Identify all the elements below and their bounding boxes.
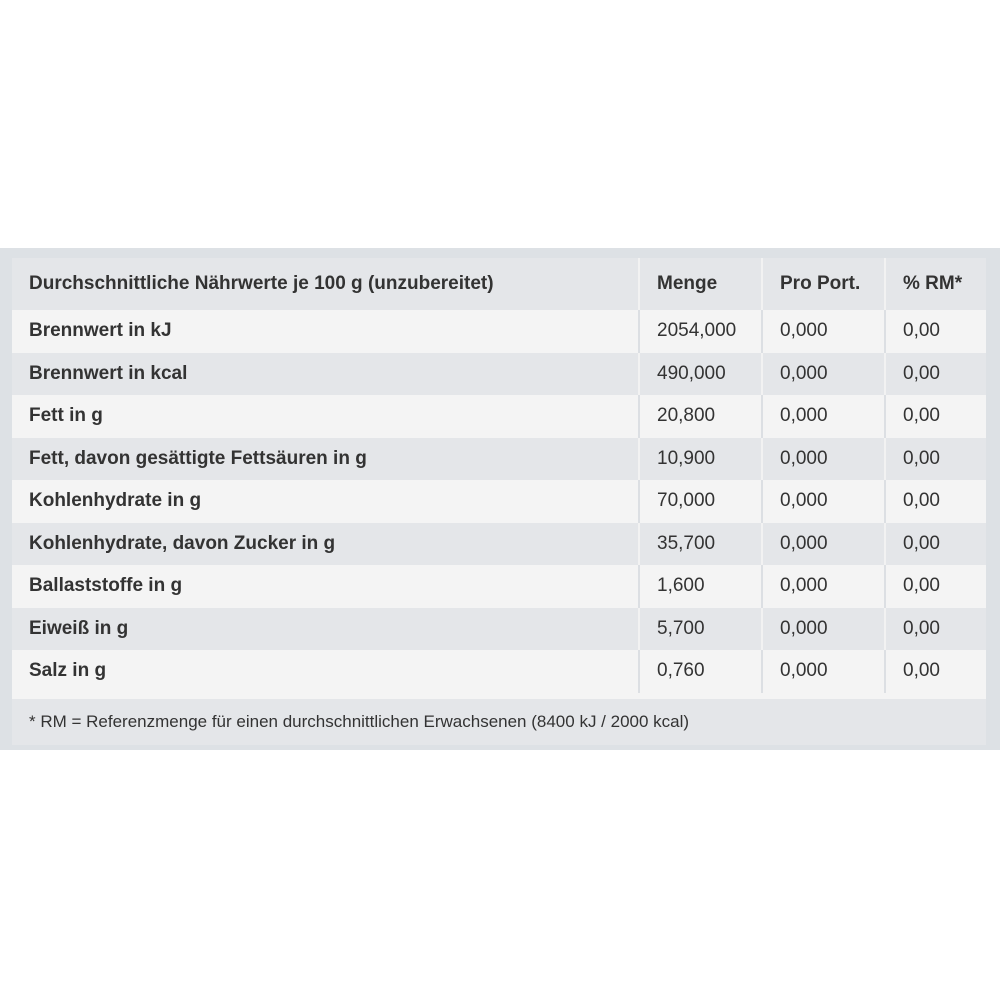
row-pro-port: 0,000 (763, 310, 886, 353)
row-pro-port: 0,000 (763, 438, 886, 481)
row-rm: 0,00 (886, 438, 986, 481)
footnote: * RM = Referenzmenge für einen durchschnittlichen Erwachsenen (8400 kJ / 2000 kcal) (12, 699, 986, 745)
row-label: Brennwert in kJ (12, 310, 640, 353)
row-label: Fett, davon gesättigte Fettsäuren in g (12, 438, 640, 481)
row-menge: 1,600 (640, 565, 763, 608)
row-menge: 35,700 (640, 523, 763, 566)
nutrition-table (12, 258, 986, 693)
row-pro-port: 0,000 (763, 353, 886, 396)
row-pro-port: 0,000 (763, 608, 886, 651)
row-rm: 0,00 (886, 650, 986, 693)
row-pro-port: 0,000 (763, 523, 886, 566)
row-menge: 20,800 (640, 395, 763, 438)
table-row (12, 608, 986, 651)
table-row (12, 395, 986, 438)
table-row (12, 650, 986, 693)
row-menge: 70,000 (640, 480, 763, 523)
table-row (12, 353, 986, 396)
row-pro-port: 0,000 (763, 480, 886, 523)
row-label: Fett in g (12, 395, 640, 438)
row-label: Brennwert in kcal (12, 353, 640, 396)
header-pro-port: Pro Port. (763, 258, 886, 310)
table-row (12, 438, 986, 481)
row-rm: 0,00 (886, 480, 986, 523)
row-rm: 0,00 (886, 310, 986, 353)
row-label: Kohlenhydrate, davon Zucker in g (12, 523, 640, 566)
row-rm: 0,00 (886, 395, 986, 438)
row-pro-port: 0,000 (763, 650, 886, 693)
row-menge: 2054,000 (640, 310, 763, 353)
row-menge: 0,760 (640, 650, 763, 693)
row-label: Ballaststoffe in g (12, 565, 640, 608)
header-rm: % RM* (886, 258, 986, 310)
table-row (12, 310, 986, 353)
table-row (12, 523, 986, 566)
row-rm: 0,00 (886, 523, 986, 566)
table-row (12, 565, 986, 608)
header-menge: Menge (640, 258, 763, 310)
row-menge: 5,700 (640, 608, 763, 651)
row-rm: 0,00 (886, 565, 986, 608)
row-label: Kohlenhydrate in g (12, 480, 640, 523)
row-rm: 0,00 (886, 353, 986, 396)
row-pro-port: 0,000 (763, 395, 886, 438)
row-label: Eiweiß in g (12, 608, 640, 651)
header-nutrient: Durchschnittliche Nährwerte je 100 g (unzubereitet) (12, 258, 640, 310)
row-rm: 0,00 (886, 608, 986, 651)
nutrition-panel (0, 248, 1000, 750)
row-menge: 10,900 (640, 438, 763, 481)
table-row (12, 480, 986, 523)
row-menge: 490,000 (640, 353, 763, 396)
row-pro-port: 0,000 (763, 565, 886, 608)
row-label: Salz in g (12, 650, 640, 693)
nutrition-table-container (12, 258, 986, 745)
table-header-row (12, 258, 986, 310)
